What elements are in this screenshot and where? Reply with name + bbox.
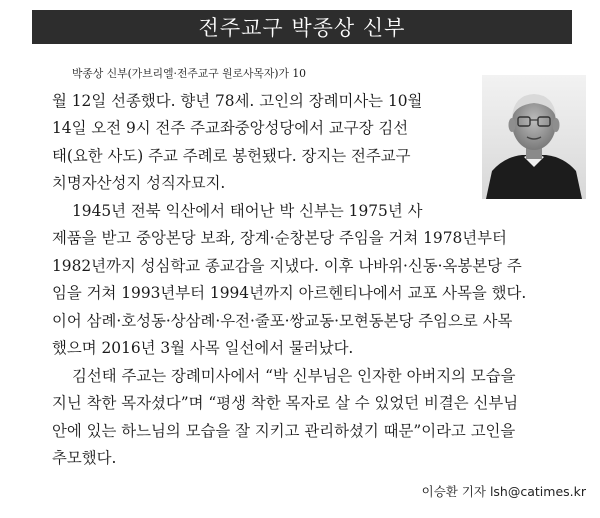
article-title: 전주교구 박종상 신부 xyxy=(32,10,572,44)
reporter-byline: 이승환 기자 lsh@catimes.kr xyxy=(421,484,586,499)
article-body xyxy=(32,60,584,473)
paragraph-1 xyxy=(32,60,584,198)
text-line: 추모했다. xyxy=(52,449,117,467)
paragraph-3 xyxy=(32,363,584,473)
text-line: 1982년까지 성심학교 종교감을 지냈다. 이후 나바위·신동·옥봉본당 주 xyxy=(52,256,522,275)
text-line: 14일 오전 9시 전주 주교좌중앙성당에서 교구장 김선 xyxy=(52,119,409,137)
text-line: 태(요한 사도) 주교 주례로 봉헌됐다. 장지는 전주교구 xyxy=(52,146,411,165)
text-line: 지닌 착한 목자셨다”며 “평생 착한 목자로 살 수 있었던 비결은 신부님 xyxy=(52,394,519,412)
text-line: 제품을 받고 중앙본당 보좌, 장계·순창본당 주임을 거쳐 1978년부터 xyxy=(52,229,507,247)
text-line: 치명자산성지 성직자묘지. xyxy=(52,174,226,192)
text-line: 월 12일 선종했다. 향년 78세. 고인의 장례미사는 10월 xyxy=(52,91,423,110)
text-line: 박종상 신부(가브리엘·전주교구 원로사목자)가 10 xyxy=(72,67,307,80)
text-line: 1945년 전북 익산에서 태어난 박 신부는 1975년 사 xyxy=(72,201,423,220)
text-line: 했으며 2016년 3월 사목 일선에서 물러났다. xyxy=(52,339,354,357)
text-line: 김선태 주교는 장례미사에서 “박 신부님은 인자한 아버지의 모습을 xyxy=(72,366,516,385)
text-line: 임을 거쳐 1993년부터 1994년까지 아르헨티나에서 교포 사목을 했다. xyxy=(52,284,527,302)
text-line: 안에 있는 하느님의 모습을 잘 지키고 관리하셨기 때문”이라고 고인을 xyxy=(52,421,516,440)
paragraph-2 xyxy=(32,198,584,363)
text-line: 이어 삼례·호성동·상삼례·우전·줄포·쌍교동·모현동본당 주임으로 사목 xyxy=(52,311,513,330)
